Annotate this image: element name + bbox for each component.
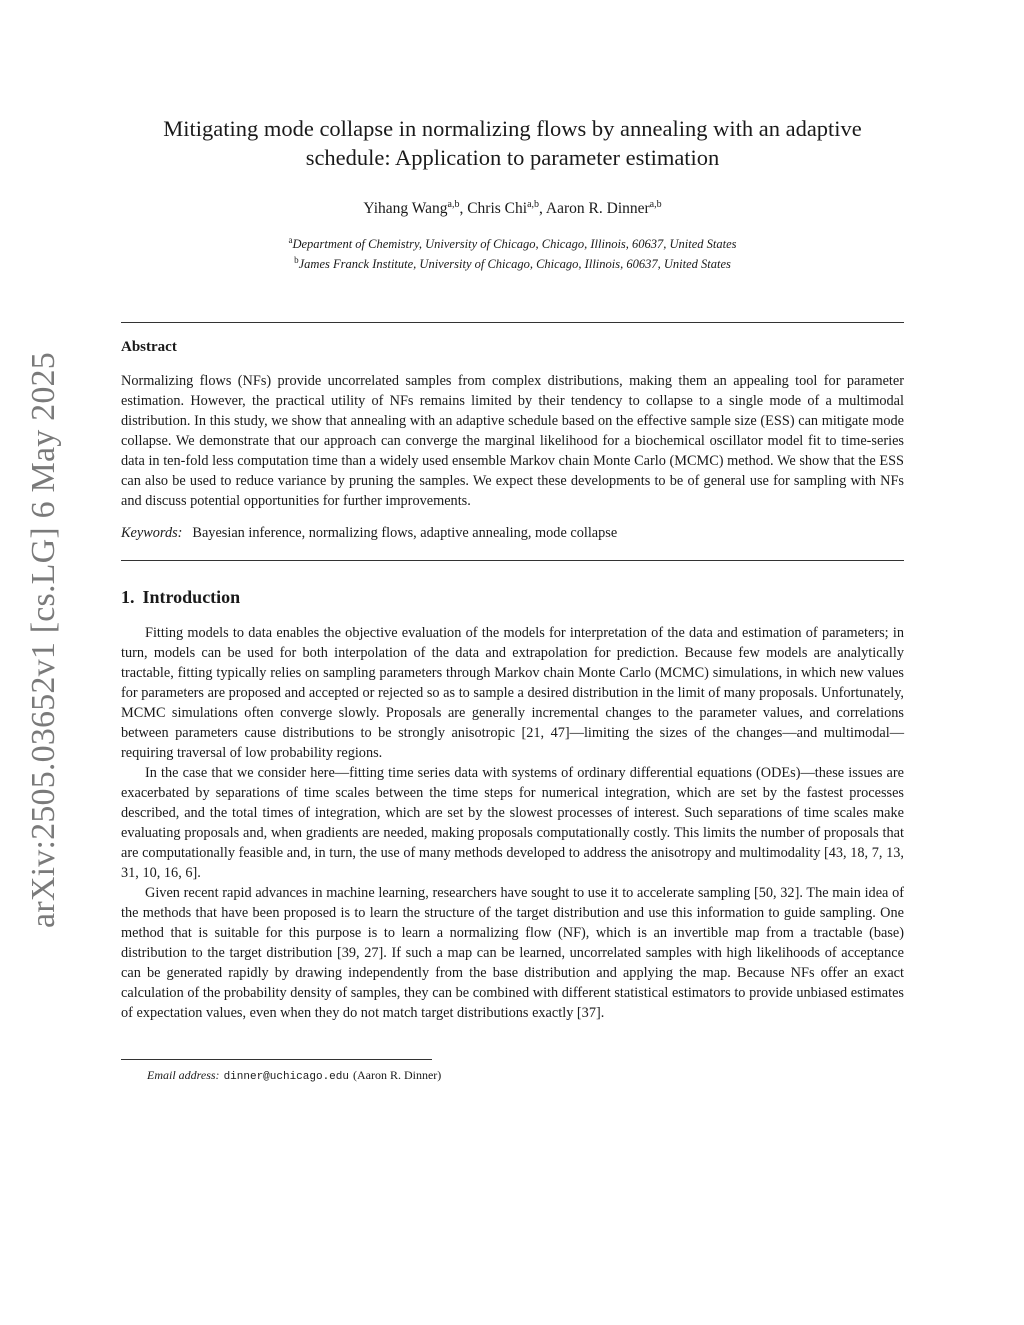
- author-name: Yihang Wang: [363, 200, 448, 218]
- arxiv-sidebar: [22, 352, 66, 928]
- keywords-line: [121, 525, 904, 542]
- footnote-owner: (Aaron R. Dinner): [352, 1068, 442, 1083]
- footnote-email-link[interactable]: dinner@uchicago.edu: [223, 1071, 349, 1084]
- author-separator: ,: [459, 200, 468, 218]
- body-paragraph: In the case that we consider here—fitting time series data with systems of ordinary differential equations (ODEs)—these issues are exacerbated by separations of time scales between the time steps for numerical integration, which are set by the fastest processes described, and the total times of integration, which are set by the slowest processes of interest. Such separations of time scales make evaluating proposals and, when gradients are needed, making proposals computationally costly. This limits the number of proposals that are computationally feasible and, in turn, the use of many methods developed to address the anisotropy and multimodality [43, 18, 7, 13, 31, 10, 16, 6].: [121, 765, 904, 882]
- affiliation-text: Department of Chemistry, University of Chicago, Chicago, Illinois, 60637, United States: [292, 237, 737, 252]
- footnote: [121, 1068, 904, 1083]
- section-number: 1.: [121, 587, 135, 608]
- affiliation-list: [121, 232, 904, 272]
- author-affil-mark: a,b: [527, 199, 540, 210]
- paper-page: [121, 114, 904, 1083]
- author-name: Aaron R. Dinner: [545, 200, 650, 218]
- affiliation-a: [121, 232, 904, 252]
- section-title: Introduction: [142, 587, 241, 608]
- affiliation-text: James Franck Institute, University of Chicago, Chicago, Illinois, 60637, United States: [298, 257, 731, 272]
- abstract-top-rule: [121, 322, 904, 323]
- introduction-body: [121, 623, 904, 1023]
- keywords-label: Keywords:: [121, 525, 183, 542]
- body-paragraph: Given recent rapid advances in machine learning, researchers have sought to use it to accelerate sampling [50, 32]. The main idea of the methods that have been proposed is to learn the structure of the target distribution and use this information to guide sampling. One method that is suitable for this purpose is to learn a normalizing flow (NF), which is an invertible map from a tractable (base) distribution to the target distribution [39, 27]. If such a map can be learned, uncorrelated samples with high likelihoods of acceptance can be generated rapidly by drawing independently from the base distribution and applying the map. Because NFs offer an exact calculation of the probability density of samples, they can be combined with different statistical estimators to provide unbiased estimates of expectation values, even when they do not match target distributions exactly [37].: [121, 885, 904, 1022]
- footnote-rule: [121, 1059, 432, 1060]
- abstract-bottom-rule: [121, 560, 904, 561]
- affiliation-mark: b: [294, 255, 299, 266]
- author-list: [121, 199, 904, 218]
- affiliation-mark: a: [288, 235, 293, 246]
- abstract-text: Normalizing flows (NFs) provide uncorrelated samples from complex distributions, making them an appealing tool for parameter estimation. However, the practical utility of NFs remains limited by their tendency to collapse to a single mode of a multimodal distribution. In this study, we show that annealing with an adaptive schedule based on the effective sample size (ESS) can mitigate mode collapse. We demonstrate that our approach can converge the marginal likelihood for a biochemical oscillator model fit to time-series data in ten-fold less computation time than a widely used ensemble Markov chain Monte Carlo (MCMC) method. We show that the ESS can also be used to reduce variance by pruning the samples. We expect these developments to be of general use for sampling with NFs and discuss potential opportunities for further improvements.: [121, 373, 904, 510]
- body-paragraph: Fitting models to data enables the objective evaluation of the models for interpretation of the data and estimation of parameters; in turn, models can be used for both interpolation of the data and extrapolation for prediction. Because few models are analytically tractable, fitting typically relies on sampling parameters through Markov chain Monte Carlo (MCMC) simulations, in which new values for parameters are proposed and accepted or rejected so as to sample a desired distribution in the limit of many proposals. Unfortunately, MCMC simulations often converge slowly. Proposals are generally incremental changes to the parameter values, and correlations between parameters cause distributions to be strongly anisotropic [21, 47]—limiting the sizes of the changes—and multimodal—requiring traversal of low probability regions.: [121, 625, 904, 762]
- author-separator: ,: [539, 200, 546, 218]
- affiliation-b: [121, 252, 904, 272]
- title-line-2: schedule: Application to parameter estimation: [305, 145, 720, 170]
- paper-title: [121, 114, 904, 172]
- section-heading-introduction: [121, 587, 904, 608]
- author-name: Chris Chi: [467, 200, 528, 218]
- footnote-label: Email address:: [147, 1068, 220, 1083]
- title-line-1: Mitigating mode collapse in normalizing flows by annealing with an adaptive: [163, 116, 862, 141]
- arxiv-identifier: arXiv:2505.03652v1 [cs.LG] 6 May 2025: [25, 352, 62, 928]
- abstract-heading: Abstract: [121, 339, 177, 356]
- keywords-text: Bayesian inference, normalizing flows, adaptive annealing, mode collapse: [192, 525, 618, 542]
- author-affil-mark: a,b: [649, 199, 662, 210]
- author-affil-mark: a,b: [447, 199, 460, 210]
